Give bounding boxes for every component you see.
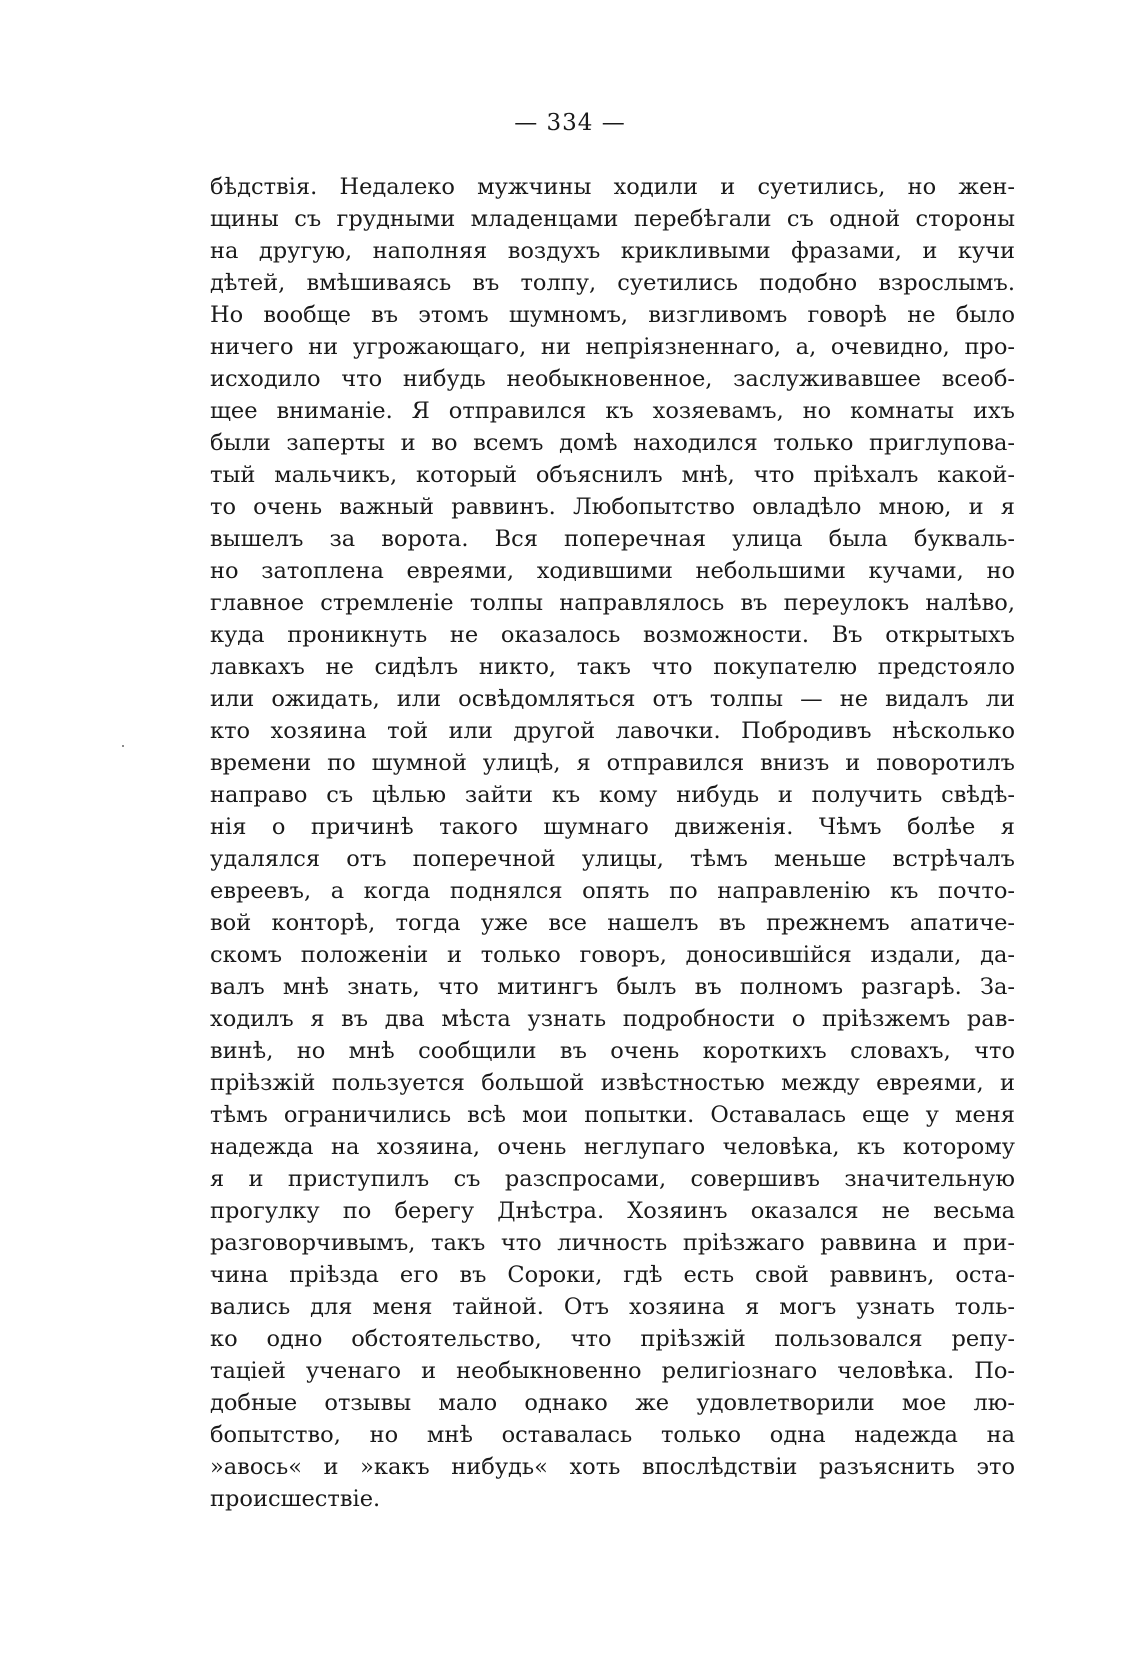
body-text	[210, 171, 1015, 1515]
text-line: я и приступилъ съ разспросами, совершивъ значительную	[210, 1166, 1015, 1192]
text-line: Но вообще въ этомъ шумномъ, визгливомъ говорѣ не было	[210, 302, 1015, 328]
text-line: евреевъ, а когда поднялся опять по направленію къ почто-	[210, 878, 1015, 904]
text-line: тѣмъ ограничились всѣ мои попытки. Оставалась еще у меня	[210, 1102, 1015, 1128]
text-line: ходилъ я въ два мѣста узнать подробности о пріѣзжемъ рав-	[210, 1006, 1015, 1032]
text-line: происшествіе.	[210, 1486, 381, 1512]
text-line: нія о причинѣ такого шумнаго движенія. Чѣмъ болѣе я	[210, 814, 1015, 840]
text-line: кто хозяина той или другой лавочки. Побродивъ нѣсколько	[210, 718, 1015, 744]
text-line: винѣ, но мнѣ сообщили въ очень короткихъ словахъ, что	[210, 1038, 1015, 1064]
text-line: разговорчивымъ, такъ что личность пріѣзжаго раввина и при-	[210, 1230, 1015, 1256]
text-line: но затоплена евреями, ходившими небольшими кучами, но	[210, 558, 1015, 584]
text-line: бопытство, но мнѣ оставалась только одна надежда на	[210, 1422, 1015, 1448]
text-line: прогулку по берегу Днѣстра. Хозяинъ оказался не весьма	[210, 1198, 1015, 1224]
text-line: пріѣзжій пользуется большой извѣстностью между евреями, и	[210, 1070, 1015, 1096]
scan-speck	[122, 745, 124, 747]
page-number: — 334 —	[514, 110, 626, 136]
text-line: вались для меня тайной. Отъ хозяина я могъ узнать толь-	[210, 1294, 1015, 1320]
text-line: чина пріѣзда его въ Сороки, гдѣ есть свой раввинъ, оста-	[210, 1262, 1015, 1288]
text-line: удалялся отъ поперечной улицы, тѣмъ меньше встрѣчалъ	[210, 846, 1015, 872]
text-line: лавкахъ не сидѣлъ никто, такъ что покупателю предстояло	[210, 654, 1015, 680]
text-line: скомъ положеніи и только говоръ, доносившійся издали, да-	[210, 942, 1015, 968]
text-line: были заперты и во всемъ домѣ находился только приглупова-	[210, 430, 1015, 456]
text-line: надежда на хозяина, очень неглупаго человѣка, къ которому	[210, 1134, 1015, 1160]
text-line: направо съ цѣлью зайти къ кому нибудь и получить свѣдѣ-	[210, 782, 1015, 808]
text-line: валъ мнѣ знать, что митингъ былъ въ полномъ разгарѣ. За-	[210, 974, 1015, 1000]
text-line: исходило что нибудь необыкновенное, заслуживавшее всеоб-	[210, 366, 1015, 392]
text-line: куда проникнуть не оказалось возможности. Въ открытыхъ	[210, 622, 1015, 648]
text-line: бѣдствія. Недалеко мужчины ходили и суетились, но жен-	[210, 174, 1015, 200]
text-line: дѣтей, вмѣшиваясь въ толпу, суетились подобно взрослымъ.	[210, 270, 1015, 296]
text-line: на другую, наполняя воздухъ крикливыми фразами, и кучи	[210, 238, 1015, 264]
text-line: главное стремленіе толпы направлялось въ переулокъ налѣво,	[210, 590, 1015, 616]
text-line: то очень важный раввинъ. Любопытство овладѣло мною, и я	[210, 494, 1015, 520]
text-line: или ожидать, или освѣдомляться отъ толпы — не видалъ ли	[210, 686, 1015, 712]
text-line: вой конторѣ, тогда уже все нашелъ въ прежнемъ апатиче-	[210, 910, 1015, 936]
text-line: времени по шумной улицѣ, я отправился внизъ и поворотилъ	[210, 750, 1015, 776]
text-line: »авось« и »какъ нибудь« хоть впослѣдствіи разъяснить это	[210, 1454, 1015, 1480]
text-line: щины съ грудными младенцами перебѣгали съ одной стороны	[210, 206, 1015, 232]
text-line: тый мальчикъ, который объяснилъ мнѣ, что пріѣхалъ какой-	[210, 462, 1015, 488]
text-line: вышелъ за ворота. Вся поперечная улица была букваль-	[210, 526, 1015, 552]
text-line: ко одно обстоятельство, что пріѣзжій пользовался репу-	[210, 1326, 1015, 1352]
text-line: ничего ни угрожающаго, ни непріязненнаго, а, очевидно, про-	[210, 334, 1015, 360]
text-line: добные отзывы мало однако же удовлетворили мое лю-	[210, 1390, 1015, 1416]
text-line: щее вниманіе. Я отправился къ хозяевамъ, но комнаты ихъ	[210, 398, 1015, 424]
text-line: таціей ученаго и необыкновенно религіознаго человѣка. По-	[210, 1358, 1015, 1384]
